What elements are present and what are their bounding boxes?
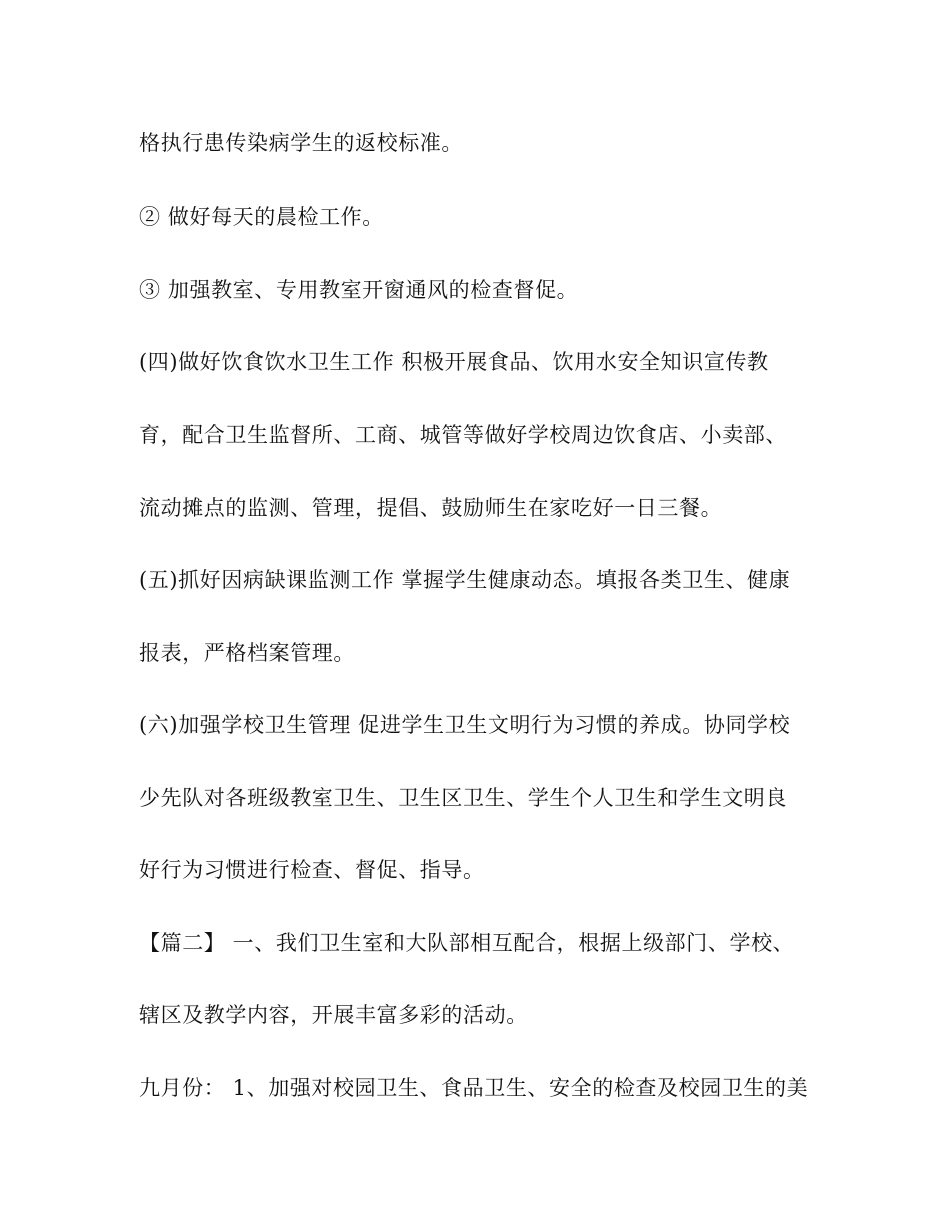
text-line: (六)加强学校卫生管理 促进学生卫生文明行为习惯的养成。协同学校 (139, 713, 791, 737)
text-line: 少先队对各班级教室卫生、卫生区卫生、学生个人卫生和学生文明良 (139, 786, 787, 810)
text-line: 报表，严格档案管理。 (139, 641, 355, 665)
text-line: (五)抓好因病缺课监测工作 掌握学生健康动态。填报各类卫生、健康 (139, 568, 791, 592)
text-line: ③ 加强教室、专用教室开窗通风的检查督促。 (139, 278, 579, 302)
text-line: 好行为习惯进行检查、督促、指导。 (139, 858, 485, 882)
text-line: 【篇二】 一、我们卫生室和大队部相互配合，根据上级部门、学校、 (139, 931, 795, 955)
text-line: 辖区及教学内容，开展丰富多彩的活动。 (139, 1003, 528, 1027)
text-line: ② 做好每天的晨检工作。 (139, 205, 384, 229)
text-line: 育，配合卫生监督所、工商、城管等做好学校周边饮食店、小卖部、 (139, 423, 787, 447)
text-line: 流动摊点的监测、管理，提倡、鼓励师生在家吃好一日三餐。 (139, 496, 723, 520)
text-line: 九月份： 1、加强对校园卫生、食品卫生、安全的检查及校园卫生的美 (139, 1076, 809, 1100)
text-line: (四)做好饮食饮水卫生工作 积极开展食品、饮用水安全知识宣传教 (139, 350, 769, 374)
text-line: 格执行患传染病学生的返校标准。 (139, 131, 463, 155)
